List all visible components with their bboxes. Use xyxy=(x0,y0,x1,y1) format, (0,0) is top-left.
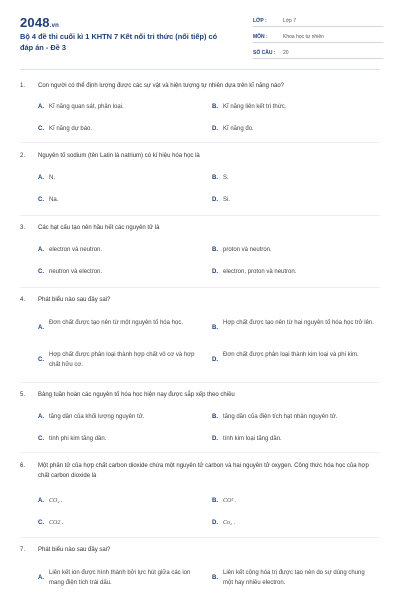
meta-label: SỐ CÂU : xyxy=(253,50,276,56)
option-c[interactable] xyxy=(38,518,63,528)
option-text: CO² . xyxy=(223,498,237,504)
question-separator xyxy=(20,142,380,143)
question-separator xyxy=(20,215,380,216)
question-7 xyxy=(20,545,380,555)
option-text: Đơn chất được tạo nên từ một nguyên tố hóa học. xyxy=(49,320,183,326)
option-text: Si. xyxy=(223,197,231,203)
question-text: Bảng tuần hoàn các nguyên tố hóa học hiện nay được sắp xếp theo chiều xyxy=(38,392,235,398)
question-number: 4. xyxy=(20,297,26,303)
question-number: 1. xyxy=(20,83,26,89)
option-letter: A. xyxy=(38,104,44,110)
option-b[interactable] xyxy=(212,412,337,422)
option-c[interactable] xyxy=(38,124,92,134)
meta-class xyxy=(253,13,383,27)
option-c[interactable] xyxy=(38,434,106,444)
option-d[interactable] xyxy=(212,195,230,205)
option-text: electron, proton và neutron. xyxy=(223,269,297,275)
question-text: Các hạt cấu tạo nên hầu hết các nguyên tử là xyxy=(38,225,160,231)
option-letter: C. xyxy=(38,436,44,442)
option-b[interactable] xyxy=(212,318,374,333)
option-text: S. xyxy=(223,175,229,181)
option-d[interactable] xyxy=(212,267,296,277)
document-title: Bộ 4 đề thi cuối kì 1 KHTN 7 Kết nối tri thức (nối tiếp) có đáp án - Đề 3 xyxy=(20,32,218,52)
question-separator xyxy=(20,287,380,288)
option-letter: A. xyxy=(38,175,44,181)
option-text: neutron và electron. xyxy=(49,269,103,275)
question-separator xyxy=(20,537,380,538)
option-text: proton và neutron. xyxy=(223,247,272,253)
site-logo[interactable] xyxy=(20,15,59,30)
option-letter: C. xyxy=(38,357,44,363)
option-b[interactable] xyxy=(212,568,374,588)
question-1 xyxy=(20,81,380,91)
option-text: Kĩ năng quan sát, phân loại. xyxy=(49,104,124,110)
option-text: tính kim loại tăng dần. xyxy=(223,436,282,442)
option-c[interactable] xyxy=(38,267,102,277)
question-3 xyxy=(20,223,380,233)
option-text: Hợp chất được phân loại thành hợp chất vô cơ và hợp chất hữu cơ. xyxy=(49,352,195,368)
option-letter: D. xyxy=(212,269,218,275)
meta-value: Lớp 7 xyxy=(283,18,297,24)
question-number: 6. xyxy=(20,463,26,469)
question-5 xyxy=(20,390,380,400)
option-d[interactable] xyxy=(212,350,374,365)
option-text: Liên kết cộng hóa trị được tạo nên do sự dùng chung một hay nhiều electron. xyxy=(223,570,365,586)
option-text: CO2 . xyxy=(49,520,64,526)
option-text: tính phi kim tăng dần. xyxy=(49,436,107,442)
question-2 xyxy=(20,151,380,161)
option-text: Liên kết ion được hình thành bởi lực hút giữa các ion mang điện tích trái dấu. xyxy=(49,570,191,586)
option-letter: B. xyxy=(212,325,218,331)
question-number: 7. xyxy=(20,547,26,553)
option-letter: D. xyxy=(212,520,218,526)
option-a[interactable] xyxy=(38,568,200,588)
option-letter: B. xyxy=(212,104,218,110)
option-text: N. xyxy=(49,175,55,181)
question-number: 2. xyxy=(20,153,26,159)
option-a[interactable] xyxy=(38,496,62,506)
option-letter: B. xyxy=(212,175,218,181)
meta-subject xyxy=(253,29,383,43)
option-text: Co₂ . xyxy=(223,520,236,526)
question-6 xyxy=(20,461,380,481)
option-text: CO₂ . xyxy=(49,498,63,504)
option-letter: A. xyxy=(38,575,44,581)
option-letter: D. xyxy=(212,126,218,132)
option-letter: B. xyxy=(212,414,218,420)
option-text: Kĩ năng đo. xyxy=(223,126,254,132)
option-c[interactable] xyxy=(38,350,200,370)
logo-tld: .vn xyxy=(49,23,60,29)
header-divider xyxy=(20,69,380,70)
question-text: Phát biểu nào sau đây sai? xyxy=(38,547,111,553)
option-b[interactable] xyxy=(212,173,229,183)
option-d[interactable] xyxy=(212,434,282,444)
option-letter: C. xyxy=(38,269,44,275)
option-b[interactable] xyxy=(212,496,236,506)
option-text: electron và neutron. xyxy=(49,247,103,253)
document-header xyxy=(0,0,400,66)
option-letter: D. xyxy=(212,436,218,442)
option-a[interactable] xyxy=(38,173,55,183)
option-text: tăng dần của khối lượng nguyên tử. xyxy=(49,414,145,420)
meta-question-count xyxy=(253,45,383,59)
meta-value: 20 xyxy=(283,50,289,56)
meta-label: MÔN : xyxy=(253,34,268,40)
option-letter: C. xyxy=(38,520,44,526)
question-text: Phát biểu nào sau đây sai? xyxy=(38,297,111,303)
option-letter: C. xyxy=(38,126,44,132)
option-letter: A. xyxy=(38,498,44,504)
option-text: Kĩ năng dự báo. xyxy=(49,126,93,132)
meta-value: Khoa học tự nhiên xyxy=(283,34,324,40)
question-text: Một phân tử của hợp chất carbon dioxide chứa một nguyên tử carbon và hai nguyên tử oxygen. Công thức hóa học của hợp chất carbon dioxide là xyxy=(38,463,369,479)
question-number: 5. xyxy=(20,392,26,398)
question-text: Con người có thể định lượng được các sự vật và hiện tượng tự nhiên dựa trên kĩ năng nào? xyxy=(38,83,284,89)
option-letter: A. xyxy=(38,325,44,331)
option-letter: B. xyxy=(212,575,218,581)
question-separator xyxy=(20,452,380,453)
logo-main: 2048 xyxy=(20,15,50,30)
question-4 xyxy=(20,295,380,305)
option-b[interactable] xyxy=(212,102,286,112)
option-letter: D. xyxy=(212,357,218,363)
option-text: Hợp chất được tạo nên từ hai nguyên tố hóa học trở lên. xyxy=(223,320,374,326)
option-b[interactable] xyxy=(212,245,272,255)
option-letter: A. xyxy=(38,247,44,253)
option-text: Kĩ năng liên kết tri thức. xyxy=(223,104,287,110)
question-separator xyxy=(20,382,380,383)
option-letter: A. xyxy=(38,414,44,420)
option-letter: B. xyxy=(212,247,218,253)
option-d[interactable] xyxy=(212,518,235,528)
question-number: 3. xyxy=(20,225,26,231)
meta-label: LỚP : xyxy=(253,18,267,24)
option-letter: B. xyxy=(212,498,218,504)
option-a[interactable] xyxy=(38,245,102,255)
document-meta xyxy=(253,13,383,61)
option-d[interactable] xyxy=(212,124,254,134)
question-text: Nguyên tố sodium (tên Latin là natrium) có kí hiệu hóa học là xyxy=(38,153,200,159)
option-a[interactable] xyxy=(38,412,144,422)
option-c[interactable] xyxy=(38,195,58,205)
option-a[interactable] xyxy=(38,102,124,112)
option-letter: D. xyxy=(212,197,218,203)
option-letter: C. xyxy=(38,197,44,203)
option-text: Đơn chất được phân loại thành kim loại và phi kim. xyxy=(223,352,359,358)
option-a[interactable] xyxy=(38,318,200,333)
option-text: Na. xyxy=(49,197,59,203)
option-text: tăng dần của điện tích hạt nhân nguyên tử. xyxy=(223,414,338,420)
